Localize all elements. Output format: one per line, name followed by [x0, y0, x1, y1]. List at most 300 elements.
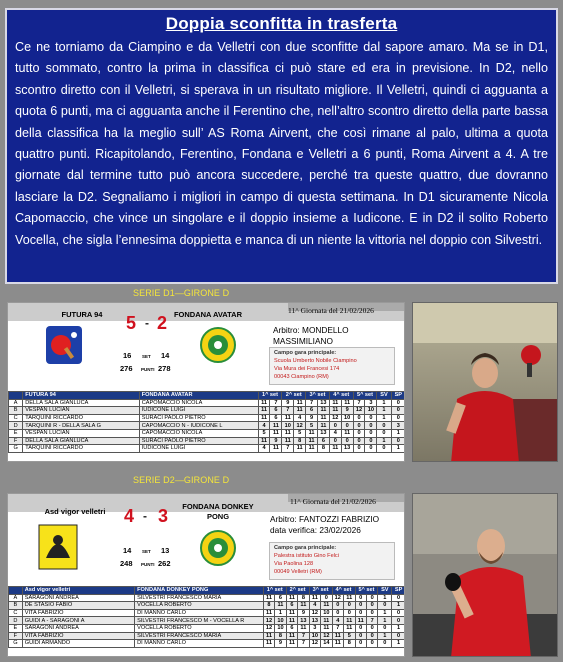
results-body-d1	[9, 399, 406, 452]
set-score: 0	[353, 414, 365, 422]
set-score: 11	[329, 407, 341, 415]
col-away: FONDANA DONKEY PONG	[135, 587, 264, 595]
set-score: 11	[282, 437, 294, 445]
away-player: CAPOMACCIO NICOLA	[139, 399, 258, 407]
set-score: 11	[275, 602, 286, 610]
set-score: 10	[282, 422, 294, 430]
row-index: E	[9, 624, 23, 632]
set-score: 0	[329, 437, 341, 445]
set-score: 11	[341, 399, 353, 407]
set-score: 11	[282, 414, 294, 422]
scorecard-d1	[7, 302, 405, 462]
set-score: 11	[286, 594, 297, 602]
set-score: 8	[317, 445, 329, 453]
set-score: 0	[353, 437, 365, 445]
table-row	[9, 624, 406, 632]
away-player: DI MANNO CARLO	[135, 609, 264, 617]
set-score: 7	[332, 624, 343, 632]
set-score: 7	[282, 407, 294, 415]
home-player: VITA FABRIZIO	[22, 632, 134, 640]
set-score: 11	[286, 617, 297, 625]
venue-title: Campo gara principale:	[274, 350, 337, 356]
row-index: A	[9, 594, 23, 602]
row-index: F	[9, 437, 23, 445]
serie-d1-label: SERIE D1—GIRONE D	[133, 288, 230, 298]
venue-line: Via Mura dei Francesi 174	[274, 366, 340, 372]
set-score: 9	[306, 414, 318, 422]
sets-won: 1	[378, 632, 392, 640]
row-index: F	[9, 632, 23, 640]
punti-label: PUNTI	[141, 367, 155, 372]
fondana-logo-icon	[200, 321, 236, 369]
set-score: 10	[275, 617, 286, 625]
home-player: TARQUINI RICCARDO	[23, 414, 139, 422]
set-score: 10	[321, 609, 332, 617]
set-score: 12	[309, 640, 320, 648]
futura94-logo-icon	[45, 325, 83, 365]
scorecard-d2	[7, 493, 405, 657]
set-score: 3	[365, 399, 377, 407]
set-score: 11	[321, 617, 332, 625]
set-score: 4	[309, 602, 320, 610]
col-sv: SV	[378, 587, 392, 595]
venue-line: 00049 Velletri (RM)	[274, 569, 322, 575]
set-score: 11	[344, 624, 355, 632]
results-body-d2	[9, 594, 406, 647]
row-index: B	[9, 602, 23, 610]
home-player: SARAGONI ANDREA	[22, 624, 134, 632]
set-score: 11	[294, 445, 306, 453]
col-set4: 4^ set	[332, 587, 355, 595]
set-score: 6	[270, 414, 282, 422]
venue-line: Scuola Umberto Nobile Ciampino	[274, 358, 357, 364]
set-score: 9	[282, 399, 294, 407]
table-row	[9, 414, 406, 422]
set-score: 0	[355, 594, 366, 602]
article-title: Doppia sconfitta in trasferta	[165, 14, 398, 33]
row-index: C	[9, 609, 23, 617]
home-player: GUIDI A - SARAGONI A	[22, 617, 134, 625]
set-score: 0	[341, 437, 353, 445]
venue-line: 00043 Ciampino (RM)	[274, 374, 329, 380]
set-score: 6	[275, 594, 286, 602]
col-index	[9, 392, 23, 400]
punti-label: PUNTI	[141, 562, 155, 567]
set-score: 11	[344, 594, 355, 602]
set-score: 14	[321, 640, 332, 648]
set-score: 0	[365, 437, 377, 445]
set-score: 0	[366, 640, 377, 648]
home-player: VESPAN LUCIAN	[23, 407, 139, 415]
sets-lost: 1	[392, 624, 405, 632]
col-index	[9, 587, 23, 595]
set-score: 5	[258, 429, 270, 437]
set-score: 7	[298, 632, 309, 640]
home-team-name: FUTURA 94	[61, 310, 103, 319]
set-score: 0	[365, 422, 377, 430]
away-player: CAPOMACCIO N - IUDICONE L	[139, 422, 258, 430]
away-player: DI MANNO CARLO	[135, 640, 264, 648]
away-player: IUDICONE LUIGI	[139, 407, 258, 415]
set-score: 13	[298, 617, 309, 625]
away-points: 262	[158, 559, 171, 568]
set-score: 8	[275, 632, 286, 640]
home-points: 248	[120, 559, 133, 568]
col-set1: 1^ set	[258, 392, 282, 400]
table-row	[9, 407, 406, 415]
sets-won: 1	[378, 617, 392, 625]
set-score: 11	[317, 414, 329, 422]
set-score: 0	[366, 602, 377, 610]
table-row	[9, 609, 406, 617]
table-row	[9, 594, 406, 602]
away-player: CAPOMACCIO NICOLA	[139, 429, 258, 437]
serie-d2-label: SERIE D2—GIRONE D	[133, 475, 230, 485]
table-row	[9, 602, 406, 610]
row-index: B	[9, 407, 23, 415]
set-score: 11	[286, 640, 297, 648]
away-player: IUDICONE LUIGI	[139, 445, 258, 453]
set-score: 0	[341, 422, 353, 430]
set-score: 9	[298, 609, 309, 617]
set-score: 0	[365, 445, 377, 453]
player-photo-d1	[412, 302, 558, 462]
set-score: 12	[294, 422, 306, 430]
set-score: 9	[270, 437, 282, 445]
sets-lost: 3	[391, 422, 405, 430]
table-row	[9, 437, 406, 445]
set-score: 11	[341, 429, 353, 437]
set-score: 11	[263, 594, 274, 602]
set-score: 13	[309, 617, 320, 625]
set-score: 13	[317, 399, 329, 407]
set-score: 7	[282, 445, 294, 453]
sets-lost: 0	[391, 414, 405, 422]
col-away: FONDANA AVATAR	[139, 392, 258, 400]
sets-lost: 1	[391, 429, 405, 437]
set-score: 6	[286, 624, 297, 632]
away-player: SURACI PAOLO PIETRO	[139, 437, 258, 445]
sets-won: 1	[378, 594, 392, 602]
sets-lost: 0	[392, 617, 405, 625]
set-score: 13	[341, 445, 353, 453]
col-sp: SP	[392, 587, 405, 595]
row-index: G	[9, 640, 23, 648]
player-photo-d2-image	[413, 494, 558, 657]
sets-lost: 0	[392, 594, 405, 602]
sets-lost: 0	[392, 632, 405, 640]
set-score: 10	[341, 414, 353, 422]
set-score: 11	[306, 437, 318, 445]
set-score: 11	[321, 624, 332, 632]
set-score: 8	[344, 640, 355, 648]
col-set5: 5^ set	[355, 587, 378, 595]
set-score: 0	[353, 445, 365, 453]
home-score: 4	[124, 506, 135, 526]
venue-line: Via Paolina 128	[274, 561, 314, 567]
sets-won: 0	[377, 422, 391, 430]
set-score: 11	[286, 632, 297, 640]
col-set4: 4^ set	[329, 392, 353, 400]
row-index: C	[9, 414, 23, 422]
table-header-row	[9, 392, 406, 400]
home-player: TARQUINI RICCARDO	[23, 445, 139, 453]
set-score: 0	[321, 594, 332, 602]
col-sp: SP	[391, 392, 405, 400]
set-score: 5	[344, 632, 355, 640]
set-score: 3	[309, 624, 320, 632]
set-score: 12	[353, 407, 365, 415]
sets-won: 0	[378, 624, 392, 632]
home-points: 276	[120, 364, 133, 373]
referee: Arbitro: FANTOZZI FABRIZIO	[270, 514, 380, 524]
sets-lost: 0	[391, 399, 405, 407]
set-score: 11	[332, 632, 343, 640]
set-score: 13	[317, 429, 329, 437]
away-player: SILVESTRI FRANCESCO MARIA	[135, 594, 264, 602]
set-score: 0	[355, 640, 366, 648]
home-player: DELLA SALA GIANLUCA	[23, 399, 139, 407]
venue-title: Campo gara principale:	[274, 545, 337, 551]
table-row	[9, 429, 406, 437]
set-score: 11	[263, 609, 274, 617]
away-score: 2	[157, 313, 168, 333]
set-score: 9	[341, 407, 353, 415]
table-row	[9, 640, 406, 648]
set-score: 5	[306, 422, 318, 430]
sets-won: 0	[377, 445, 391, 453]
sets-lost: 1	[392, 640, 405, 648]
away-team-name: FONDANA DONKEY PONG	[182, 502, 254, 521]
row-index: A	[9, 399, 23, 407]
score-separator: -	[145, 316, 149, 330]
set-score: 8	[294, 437, 306, 445]
away-player: SURACI PAOLO PIETRO	[139, 414, 258, 422]
set-score: 11	[258, 414, 270, 422]
giornata-date: 11^ Giornata del 21/02/2026	[290, 497, 376, 506]
set-score: 12	[263, 617, 274, 625]
set-score: 12	[309, 609, 320, 617]
vigor-velletri-logo-icon	[38, 524, 78, 570]
table-row	[9, 445, 406, 453]
set-score: 10	[365, 407, 377, 415]
set-score: 11	[298, 624, 309, 632]
set-score: 5	[294, 429, 306, 437]
set-score: 4	[332, 617, 343, 625]
set-score: 11	[286, 609, 297, 617]
sets-lost: 0	[391, 437, 405, 445]
set-score: 11	[282, 429, 294, 437]
venue-line: Palestra istituto Gino Felci	[274, 553, 339, 559]
referee: Arbitro: MONDELLO MASSIMILIANO	[273, 325, 349, 346]
home-set-count: 14	[123, 546, 132, 555]
col-set2: 2^ set	[286, 587, 309, 595]
col-set3: 3^ set	[306, 392, 330, 400]
set-score: 6	[286, 602, 297, 610]
set-score: 0	[355, 602, 366, 610]
set-score: 7	[298, 640, 309, 648]
venue-box	[269, 347, 395, 385]
set-score: 0	[366, 609, 377, 617]
set-score: 11	[329, 445, 341, 453]
set-score: 8	[298, 594, 309, 602]
set-score: 0	[332, 609, 343, 617]
away-player: SILVESTRI FRANCESCO MARIA	[135, 632, 264, 640]
set-score: 0	[329, 422, 341, 430]
set-score: 11	[270, 429, 282, 437]
set-score: 0	[353, 429, 365, 437]
set-score: 7	[353, 399, 365, 407]
set-score: 11	[344, 617, 355, 625]
table-row	[9, 632, 406, 640]
set-score: 0	[365, 429, 377, 437]
home-player: DELLA SALA GIANLUCA	[23, 437, 139, 445]
row-index: D	[9, 617, 23, 625]
set-score: 11	[332, 640, 343, 648]
home-set-count: 16	[123, 351, 132, 360]
set-score: 0	[344, 609, 355, 617]
sets-won: 1	[378, 609, 392, 617]
set-score: 6	[306, 407, 318, 415]
set-score: 0	[332, 602, 343, 610]
score-separator: -	[143, 509, 147, 523]
set-score: 11	[263, 632, 274, 640]
set-score: 11	[294, 407, 306, 415]
home-player: TARQUINI R - DELLA SALA G	[23, 422, 139, 430]
away-score: 3	[158, 506, 169, 526]
set-score: 11	[258, 407, 270, 415]
home-player: VITA FABRIZIO	[22, 609, 134, 617]
sets-lost: 1	[391, 445, 405, 453]
sets-won: 1	[377, 399, 391, 407]
sets-won: 1	[377, 407, 391, 415]
set-score: 11	[321, 602, 332, 610]
col-home: Asd vigor velletri	[22, 587, 134, 595]
col-set3: 3^ set	[309, 587, 332, 595]
table-header-row	[9, 587, 406, 595]
set-label: SET	[142, 549, 151, 554]
sets-lost: 1	[392, 602, 405, 610]
set-score: 11	[270, 422, 282, 430]
row-index: E	[9, 429, 23, 437]
home-team-name: Asd vigor velletri	[44, 507, 106, 516]
set-score: 0	[353, 422, 365, 430]
away-set-count: 13	[161, 546, 170, 555]
set-score: 4	[258, 445, 270, 453]
home-player: SARAGONI ANDREA	[22, 594, 134, 602]
sets-won: 0	[378, 640, 392, 648]
table-row	[9, 422, 406, 430]
set-score: 7	[306, 399, 318, 407]
set-score: 11	[329, 399, 341, 407]
col-home: FUTURA 94	[23, 392, 139, 400]
set-score: 11	[317, 422, 329, 430]
set-score: 6	[270, 407, 282, 415]
set-score: 11	[294, 399, 306, 407]
set-score: 12	[263, 624, 274, 632]
set-score: 0	[355, 632, 366, 640]
set-score: 4	[294, 414, 306, 422]
set-score: 0	[366, 594, 377, 602]
set-score: 11	[355, 617, 366, 625]
set-score: 10	[309, 632, 320, 640]
col-set5: 5^ set	[353, 392, 377, 400]
set-score: 11	[270, 445, 282, 453]
sets-won: 0	[377, 429, 391, 437]
sets-won: 0	[378, 602, 392, 610]
set-score: 10	[275, 624, 286, 632]
venue-box	[269, 542, 395, 580]
verification-date: data verifica: 23/02/2026	[270, 525, 361, 535]
set-score: 8	[263, 602, 274, 610]
sets-lost: 0	[391, 407, 405, 415]
player-photo-d1-image	[413, 303, 558, 462]
set-score: 11	[258, 437, 270, 445]
away-set-count: 14	[161, 351, 170, 360]
set-score: 4	[329, 429, 341, 437]
fondana-logo-icon	[200, 526, 236, 570]
home-score: 5	[126, 313, 137, 333]
away-points: 278	[158, 364, 171, 373]
set-score: 0	[365, 414, 377, 422]
set-score: 12	[329, 414, 341, 422]
sets-won: 1	[377, 414, 391, 422]
set-score: 11	[258, 399, 270, 407]
set-score: 0	[355, 624, 366, 632]
set-score: 11	[317, 407, 329, 415]
set-score: 12	[321, 632, 332, 640]
results-table-d1	[8, 391, 405, 453]
set-label: SET	[142, 354, 151, 359]
set-score: 0	[366, 632, 377, 640]
set-score: 0	[355, 609, 366, 617]
set-score: 4	[258, 422, 270, 430]
home-player: VESPAN LUCIAN	[23, 429, 139, 437]
article-body: Ce ne torniamo da Ciampino e da Velletri con due sconfitte dal sapore amaro. Ma se in D1, tutto sommato, contro la prima in classifica ci può stare ed era in previsione. In D2, nello scontro diretto con il Velletri, si sperava in un risultato migliore. Il Velletri, quindi ci agguanta a quota 6 punti, ma ci agguanta anche il Ferentino che, nell’altro scontro diretto della parte bassa della classifica ha la meglio sull’ AS Roma Airvent, che così rimane al palo, ultima a quota quattro punti. Ricapitolando, Ferentino, Fondana e Velletri a 6 punti, Roma Airvent a 4. A tre giornate dal termine tutto può ancora succedere, perché tra queste quattro, due dovranno lasciare la D2. Segnaliamo i migliori in campo di questa settimana. In D1 sicuramente Nicola Capomaccio, che vince un singolare e il doppio insieme a Iudicone. E in D2 il solito Roberto Vocella, che sigla l’ennesima doppietta e manca di un niente la vittoria nel doppio con Silvestri.	[15, 40, 548, 247]
set-score: 0	[366, 624, 377, 632]
col-sv: SV	[377, 392, 391, 400]
giornata-date: 11^ Giornata del 21/02/2026	[288, 306, 374, 315]
set-score: 11	[298, 602, 309, 610]
col-set2: 2^ set	[282, 392, 306, 400]
sets-won: 1	[377, 437, 391, 445]
sets-lost: 0	[392, 609, 405, 617]
row-index: G	[9, 445, 23, 453]
home-player: GUIDI ARMANDO	[22, 640, 134, 648]
set-score: 11	[309, 594, 320, 602]
set-score: 7	[270, 399, 282, 407]
away-player: SILVESTRI FRANCESCO M - VOCELLA R	[135, 617, 264, 625]
away-player: VOCELLA ROBERTO	[135, 624, 264, 632]
set-score: 11	[306, 445, 318, 453]
article-box	[5, 8, 558, 284]
col-set1: 1^ set	[263, 587, 286, 595]
set-score: 12	[332, 594, 343, 602]
results-table-d2	[8, 586, 405, 648]
set-score: 11	[306, 429, 318, 437]
set-score: 7	[366, 617, 377, 625]
set-score: 11	[263, 640, 274, 648]
away-team-name: FONDANA AVATAR	[173, 310, 243, 319]
set-score: 6	[317, 437, 329, 445]
table-row	[9, 617, 406, 625]
set-score: 1	[275, 609, 286, 617]
player-photo-d2	[412, 493, 558, 657]
row-index: D	[9, 422, 23, 430]
away-player: VOCELLA ROBERTO	[135, 602, 264, 610]
home-player: DE STASIO FABIO	[22, 602, 134, 610]
table-row	[9, 399, 406, 407]
